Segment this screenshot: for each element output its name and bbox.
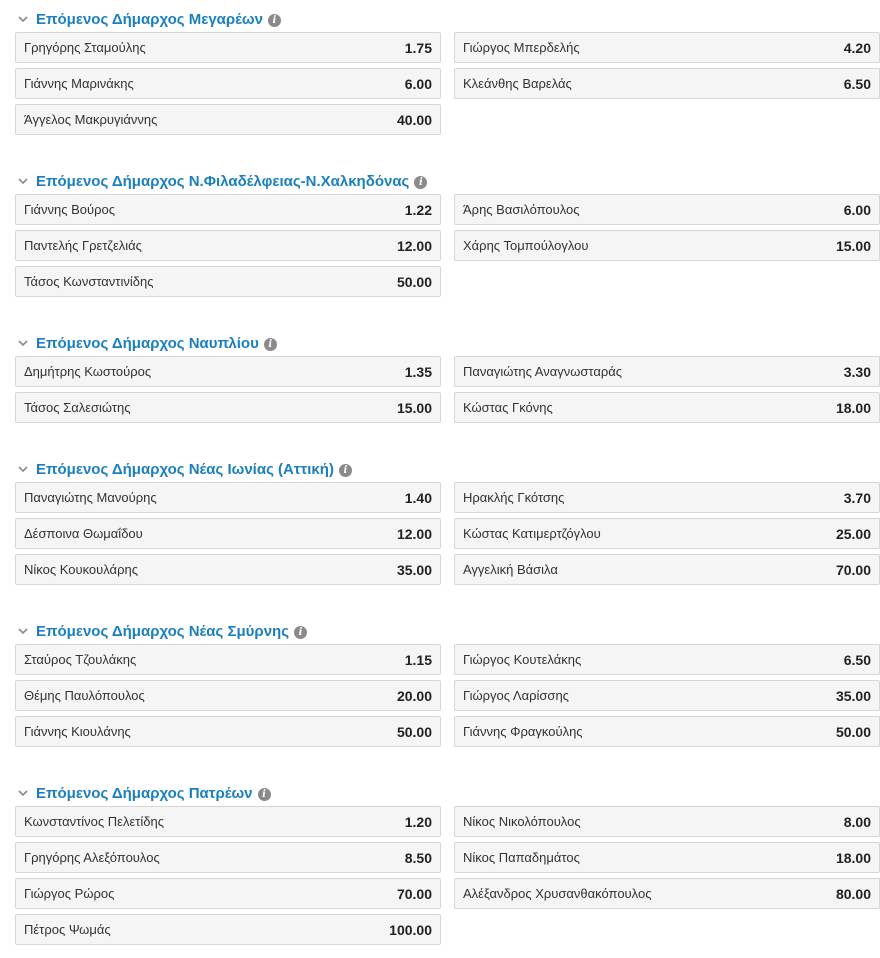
selection-button[interactable]: [15, 482, 441, 513]
selection-odds: 15.00: [835, 237, 871, 254]
info-icon[interactable]: i: [339, 464, 352, 477]
selection-odds: 6.50: [843, 75, 871, 92]
selection-name: Πέτρος Ψωμάς: [24, 922, 111, 937]
selection-odds: 70.00: [396, 885, 432, 902]
selection-odds: 8.50: [404, 849, 432, 866]
chevron-down-icon[interactable]: [16, 462, 30, 476]
selection-button[interactable]: [15, 392, 441, 423]
market-header[interactable]: [16, 782, 271, 804]
info-icon[interactable]: i: [264, 338, 277, 351]
selection-odds: 3.30: [843, 363, 871, 380]
market-header[interactable]: [16, 458, 352, 480]
selection-name: Σταύρος Τζουλάκης: [24, 652, 137, 667]
selection-name: Αλέξανδρος Χρυσανθακόπουλος: [463, 886, 652, 901]
selection-button[interactable]: [15, 878, 441, 909]
selection-odds: 1.75: [404, 39, 432, 56]
selection-odds: 20.00: [396, 687, 432, 704]
selection-button[interactable]: [15, 914, 441, 945]
selection-button[interactable]: [15, 266, 441, 297]
selection-button[interactable]: [454, 230, 880, 261]
selection-odds: 6.00: [843, 201, 871, 218]
selection-odds: 1.22: [404, 201, 432, 218]
selection-odds: 18.00: [835, 399, 871, 416]
selection-button[interactable]: [15, 680, 441, 711]
selection-name: Παντελής Γρετζελιάς: [24, 238, 142, 253]
selection-name: Δέσποινα Θωμαΐδου: [24, 526, 143, 541]
selection-name: Κώστας Γκόνης: [463, 400, 553, 415]
selection-odds: 35.00: [835, 687, 871, 704]
selection-name: Άγγελος Μακρυγιάννης: [24, 112, 158, 127]
selection-odds: 70.00: [835, 561, 871, 578]
selection-name: Δημήτρης Κωστούρος: [24, 364, 152, 379]
selection-button[interactable]: [15, 194, 441, 225]
selection-button[interactable]: [454, 518, 880, 549]
selection-odds: 12.00: [396, 237, 432, 254]
selection-button[interactable]: [454, 680, 880, 711]
selection-button[interactable]: [15, 104, 441, 135]
selection-odds: 25.00: [835, 525, 871, 542]
selection-button[interactable]: [454, 194, 880, 225]
selection-name: Νίκος Νικολόπουλος: [463, 814, 581, 829]
selection-odds: 50.00: [396, 273, 432, 290]
selection-odds: 1.40: [404, 489, 432, 506]
market-title: Επόμενος Δήμαρχος Πατρέων: [36, 784, 253, 802]
selection-name: Άρης Βασιλόπουλος: [463, 202, 580, 217]
selection-odds: 80.00: [835, 885, 871, 902]
selection-odds: 18.00: [835, 849, 871, 866]
selection-name: Τάσος Κωνσταντινίδης: [24, 274, 154, 289]
market-header[interactable]: [16, 170, 427, 192]
selection-button[interactable]: [454, 482, 880, 513]
selection-button[interactable]: [454, 68, 880, 99]
chevron-down-icon[interactable]: [16, 336, 30, 350]
info-icon[interactable]: i: [414, 176, 427, 189]
chevron-down-icon[interactable]: [16, 786, 30, 800]
selection-button[interactable]: [454, 356, 880, 387]
selection-button[interactable]: [15, 806, 441, 837]
selection-odds: 6.50: [843, 651, 871, 668]
selection-name: Γρηγόρης Σταμούλης: [24, 40, 146, 55]
selection-odds: 12.00: [396, 525, 432, 542]
selection-button[interactable]: [454, 878, 880, 909]
selection-odds: 50.00: [835, 723, 871, 740]
selection-odds: 6.00: [404, 75, 432, 92]
selection-name: Γιάννης Κιουλάνης: [24, 724, 131, 739]
selection-name: Παναγιώτης Μανούρης: [24, 490, 157, 505]
selection-name: Κλεάνθης Βαρελάς: [463, 76, 572, 91]
chevron-down-icon[interactable]: [16, 174, 30, 188]
selection-button[interactable]: [15, 32, 441, 63]
selection-odds: 50.00: [396, 723, 432, 740]
selection-button[interactable]: [454, 842, 880, 873]
selection-odds: 1.20: [404, 813, 432, 830]
market-title: Επόμενος Δήμαρχος Μεγαρέων: [36, 10, 263, 28]
selection-odds: 1.15: [404, 651, 432, 668]
selection-name: Ηρακλής Γκότσης: [463, 490, 565, 505]
selection-button[interactable]: [454, 644, 880, 675]
selection-odds: 35.00: [396, 561, 432, 578]
selection-button[interactable]: [454, 716, 880, 747]
chevron-down-icon[interactable]: [16, 624, 30, 638]
selection-name: Αγγελική Βάσιλα: [463, 562, 558, 577]
selection-name: Γιώργος Ρώρος: [24, 886, 115, 901]
market-header[interactable]: [16, 332, 277, 354]
market-title: Επόμενος Δήμαρχος Ν.Φιλαδέλφειας-Ν.Χαλκηδόνας: [36, 172, 410, 190]
selection-button[interactable]: [454, 392, 880, 423]
market-header[interactable]: [16, 8, 281, 30]
selection-button[interactable]: [454, 554, 880, 585]
selection-odds: 100.00: [389, 921, 432, 938]
selection-name: Γιώργος Λαρίσσης: [463, 688, 569, 703]
info-icon[interactable]: i: [258, 788, 271, 801]
selection-button[interactable]: [15, 644, 441, 675]
market-title: Επόμενος Δήμαρχος Νέας Σμύρνης: [36, 622, 289, 640]
selection-name: Κώστας Κατιμερτζόγλου: [463, 526, 601, 541]
selection-button[interactable]: [15, 518, 441, 549]
selection-button[interactable]: [15, 230, 441, 261]
selection-name: Γιάννης Φραγκούλης: [463, 724, 583, 739]
market-header[interactable]: [16, 620, 307, 642]
selection-name: Κωνσταντίνος Πελετίδης: [24, 814, 165, 829]
info-icon[interactable]: i: [268, 14, 281, 27]
selection-name: Γιώργος Μπερδελής: [463, 40, 580, 55]
selection-button[interactable]: [454, 806, 880, 837]
selection-odds: 1.35: [404, 363, 432, 380]
selection-button[interactable]: [15, 554, 441, 585]
selection-odds: 15.00: [396, 399, 432, 416]
selection-name: Νίκος Παπαδημάτος: [463, 850, 580, 865]
selection-button[interactable]: [15, 842, 441, 873]
selection-button[interactable]: [15, 716, 441, 747]
selection-odds: 8.00: [843, 813, 871, 830]
selection-odds: 40.00: [396, 111, 432, 128]
market-title: Επόμενος Δήμαρχος Ναυπλίου: [36, 334, 259, 352]
selection-name: Θέμης Παυλόπουλος: [24, 688, 145, 703]
selection-name: Γιάννης Βούρος: [24, 202, 116, 217]
selection-name: Γρηγόρης Αλεξόπουλος: [24, 850, 160, 865]
selection-name: Τάσος Σαλεσιώτης: [24, 400, 131, 415]
selection-name: Χάρης Τομπούλογλου: [463, 238, 589, 253]
selection-odds: 4.20: [843, 39, 871, 56]
market-title: Επόμενος Δήμαρχος Νέας Ιωνίας (Αττική): [36, 460, 334, 478]
selection-button[interactable]: [454, 32, 880, 63]
selection-name: Παναγιώτης Αναγνωσταράς: [463, 364, 623, 379]
selection-name: Γιάννης Μαρινάκης: [24, 76, 134, 91]
selection-odds: 3.70: [843, 489, 871, 506]
selection-button[interactable]: [15, 356, 441, 387]
chevron-down-icon[interactable]: [16, 12, 30, 26]
selection-name: Νίκος Κουκουλάρης: [24, 562, 138, 577]
selection-button[interactable]: [15, 68, 441, 99]
selection-name: Γιώργος Κουτελάκης: [463, 652, 582, 667]
info-icon[interactable]: i: [294, 626, 307, 639]
